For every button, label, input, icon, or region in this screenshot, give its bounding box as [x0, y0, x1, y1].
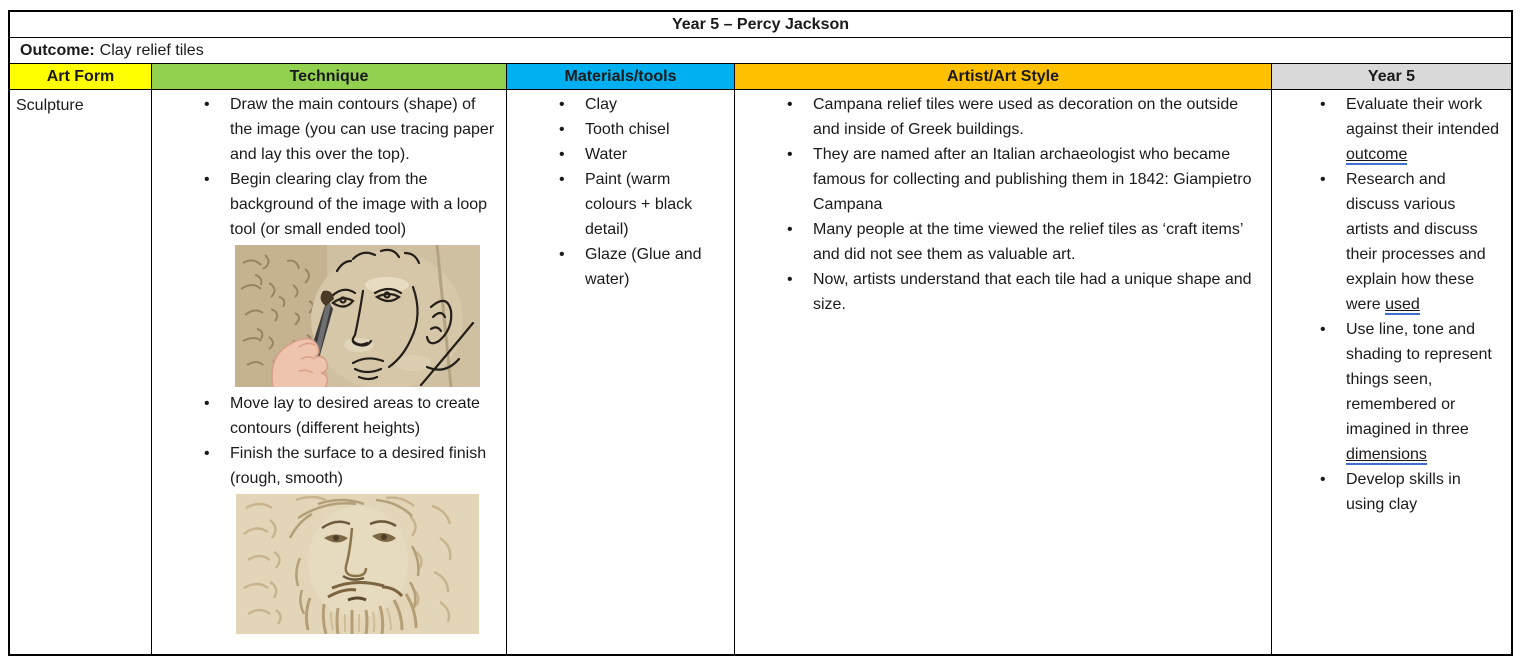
underlined-word: used	[1385, 296, 1420, 313]
list-item	[1272, 167, 1501, 317]
bullet-marker: •	[787, 221, 793, 238]
list-item: • Water	[507, 142, 720, 167]
cell-artist	[735, 90, 1272, 654]
list-item: • Move lay to desired areas to create contours (different heights)	[152, 391, 496, 441]
year5-item-text: Use line, tone and shading to represent things seen, remembered or imagined in three	[1346, 321, 1492, 438]
bullet-marker: •	[1320, 321, 1326, 338]
bullet-marker: •	[204, 171, 210, 188]
header-year5: Year 5	[1272, 64, 1511, 90]
year5-item-text: Develop skills in using clay	[1346, 471, 1461, 513]
outcome-value: Clay relief tiles	[99, 41, 204, 59]
bullet-marker: •	[204, 445, 210, 462]
header-materials: Materials/tools	[507, 64, 735, 90]
bullet-marker: •	[1320, 471, 1326, 488]
list-item	[1272, 92, 1501, 167]
outcome-label: Outcome:	[20, 41, 95, 59]
list-item: • Draw the main contours (shape) of the image (you can use tracing paper and lay this over the top).	[152, 92, 496, 167]
header-row	[10, 64, 1511, 90]
cell-art-form	[10, 90, 152, 654]
list-item	[1272, 467, 1501, 517]
list-item: • Tooth chisel	[507, 117, 720, 142]
cell-technique	[152, 90, 507, 654]
bullet-marker: •	[559, 121, 565, 138]
bullet-marker: •	[1320, 96, 1326, 113]
list-item: • Campana relief tiles were used as decoration on the outside and inside of Greek buildings.	[735, 92, 1261, 142]
header-artist: Artist/Art Style	[735, 64, 1272, 90]
header-art-form: Art Form	[10, 64, 152, 90]
header-technique: Technique	[152, 64, 507, 90]
bullet-marker: •	[204, 96, 210, 113]
bullet-marker: •	[787, 146, 793, 163]
list-item: • Begin clearing clay from the background of the image with a loop tool (or small ended tool)	[152, 167, 496, 242]
bullet-marker: •	[1320, 171, 1326, 188]
bullet-marker: •	[559, 246, 565, 263]
table-title: Year 5 – Percy Jackson	[10, 12, 1511, 38]
bullet-marker: •	[559, 171, 565, 188]
underlined-word: outcome	[1346, 146, 1408, 163]
cell-materials	[507, 90, 735, 654]
list-item: • Paint (warm colours + black detail)	[507, 167, 720, 242]
clay-carving-in-progress-photo	[235, 245, 480, 387]
cell-year5	[1272, 90, 1511, 654]
year5-item-text: Research and discuss various artists and discuss their processes and explain how these were	[1346, 171, 1486, 313]
bullet-marker: •	[787, 96, 793, 113]
bullet-marker: •	[204, 395, 210, 412]
outcome-row	[10, 38, 1511, 64]
list-item: • Many people at the time viewed the relief tiles as ‘craft items’ and did not see them as valuable art.	[735, 217, 1261, 267]
finished-clay-relief-photo	[236, 494, 479, 634]
list-item: • Clay	[507, 92, 720, 117]
bullet-marker: •	[559, 96, 565, 113]
content-row	[10, 90, 1511, 654]
art-form-value: Sculpture	[16, 97, 84, 114]
list-item: • They are named after an Italian archaeologist who became famous for collecting and publishing them in 1842: Giampietro Campana	[735, 142, 1261, 217]
underlined-word: dimensions	[1346, 446, 1427, 463]
list-item: • Now, artists understand that each tile had a unique shape and size.	[735, 267, 1261, 317]
year5-item-text: Evaluate their work against their intended	[1346, 96, 1499, 138]
bullet-marker: •	[787, 271, 793, 288]
list-item	[1272, 317, 1501, 467]
list-item: • Glaze (Glue and water)	[507, 242, 720, 292]
curriculum-table	[8, 10, 1513, 656]
bullet-marker: •	[559, 146, 565, 163]
list-item: • Finish the surface to a desired finish (rough, smooth)	[152, 441, 496, 491]
